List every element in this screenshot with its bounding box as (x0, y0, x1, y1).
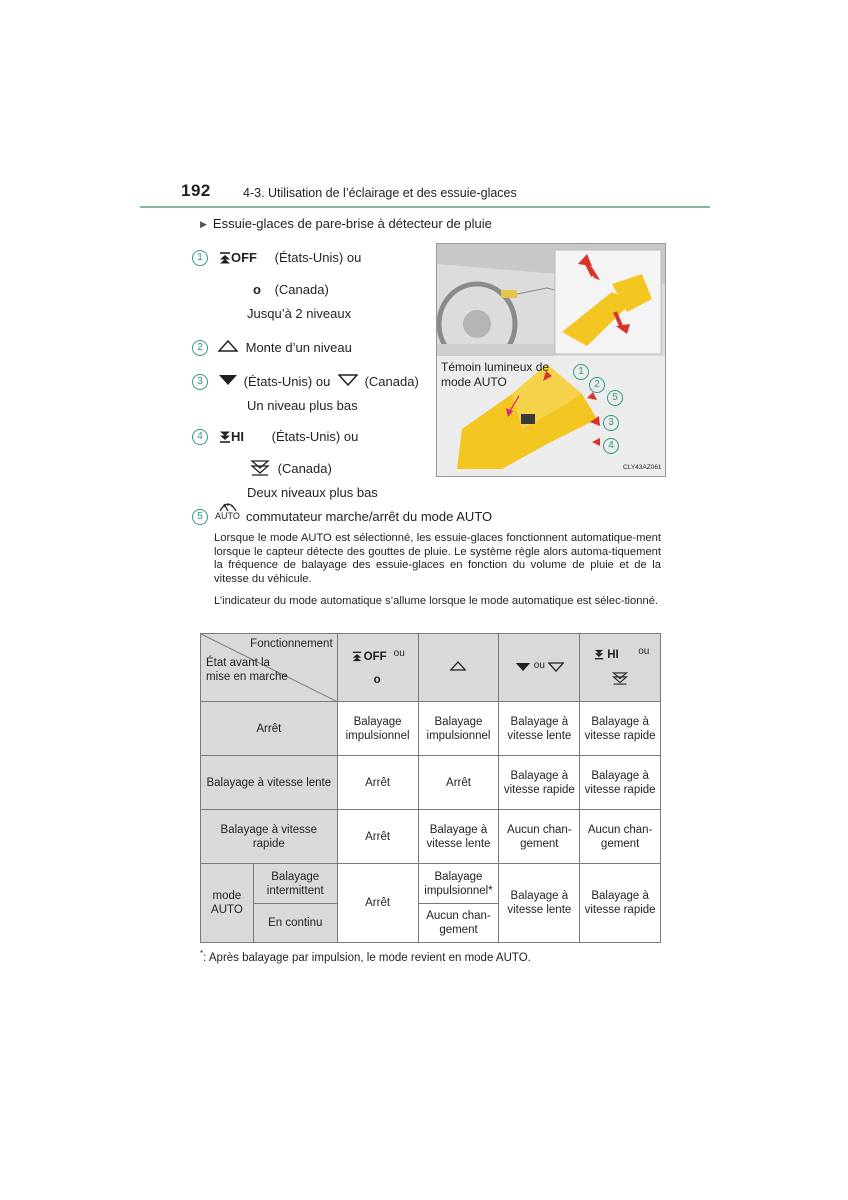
table-cell: Balayage à vitesse lente (499, 702, 580, 756)
item-2-line (218, 340, 352, 355)
off-up-icon (219, 252, 231, 267)
header-rule (140, 206, 710, 208)
item-1-number: 1 (192, 250, 208, 266)
corner-bottom-label: État avant la mise en marche (206, 657, 288, 683)
header-down-ou: ou (533, 660, 545, 671)
table-cell: Balayage impulsionnel (337, 702, 418, 756)
table-cell: Balayage à vitesse lente (418, 810, 499, 864)
section-title: 4-3. Utilisation de l’éclairage et des essuie-glaces (243, 186, 517, 200)
double-triangle-down-outline-icon (612, 671, 628, 690)
item-3-note: Un niveau plus bas (247, 398, 358, 413)
header-up (418, 634, 499, 702)
item-3-number: 3 (192, 374, 208, 390)
item-1-line (219, 250, 361, 267)
table-cell: Balayage impulsionnel* (418, 864, 499, 904)
paragraph-1: Lorsque le mode AUTO est sélectionné, les essuie-glaces fonctionnent automatique-ment lorsque le capteur détecte des gouttes de pluie. Le système règle alors automa-tiquement la fréquence de balayage des essuie-glaces en fonction du volume de pluie et de la vitesse du véhicule. (214, 532, 661, 585)
item-2-text: Monte d’un niveau (245, 340, 352, 355)
o-symbol: o (253, 282, 261, 297)
auto-sub-intermittent: Balayage intermittent (253, 864, 337, 904)
item-1-note: Jusqu’à 2 niveaux (247, 306, 352, 321)
hi-symbol: HI (231, 429, 244, 444)
triangle-down-outline-icon (338, 374, 358, 389)
table-row (201, 810, 661, 864)
item-4-number: 4 (192, 429, 208, 445)
table-cell: Balayage à vitesse lente (499, 864, 580, 943)
subheading (200, 216, 492, 231)
table-cell: Arrêt (418, 756, 499, 810)
triangle-up-outline-icon (450, 662, 466, 674)
callout-1: 1 (573, 364, 589, 380)
off-symbol: OFF (363, 650, 387, 663)
callout-5: 5 (607, 390, 623, 406)
row-label: Arrêt (201, 702, 338, 756)
triangle-down-filled-icon (515, 663, 531, 675)
item-4-note: Deux niveaux plus bas (247, 485, 378, 500)
table-cell: Balayage à vitesse rapide (499, 756, 580, 810)
hi-down-icon (219, 431, 231, 446)
item-3-text-a: (États-Unis) ou (243, 374, 331, 389)
table-cell: Aucun chan-gement (418, 904, 499, 943)
corner-top-label: Fonctionnement (250, 638, 333, 650)
table-cell: Arrêt (337, 810, 418, 864)
subheading-text: Essuie-glaces de pare-brise à détecteur de pluie (212, 216, 492, 231)
row-label: Balayage à vitesse lente (201, 756, 338, 810)
table-cell: Balayage à vitesse rapide (580, 702, 661, 756)
footnote-mark: * (200, 949, 204, 958)
header-ou: ou (393, 647, 405, 659)
footnote (200, 949, 531, 964)
off-symbol: OFF (231, 250, 257, 265)
page-number: 192 (181, 181, 211, 200)
operation-table (200, 633, 661, 943)
item-1-text: (États-Unis) ou (274, 250, 362, 265)
item-4-line (219, 429, 358, 446)
wiper-lever-illustration (436, 243, 666, 477)
header-hi-ou: ou (638, 645, 650, 657)
auto-mode-label: mode AUTO (201, 864, 254, 943)
paragraph-2: L’indicateur du mode automatique s’allume lorsque le mode automatique est sélec-tionné. (214, 595, 659, 607)
row-label: Balayage à vitesse rapide (201, 810, 338, 864)
header-hi (580, 634, 661, 702)
triangle-down-filled-icon (218, 374, 238, 389)
table-cell: Balayage à vitesse rapide (580, 864, 661, 943)
off-up-icon (352, 651, 362, 666)
auto-icon-caption: AUTO (215, 511, 240, 521)
double-triangle-down-outline-icon (250, 460, 270, 479)
triangle-down-outline-icon (548, 663, 564, 675)
table-cell: Aucun chan-gement (499, 810, 580, 864)
item-3-line (218, 374, 419, 389)
arrow-right-icon: ▶ (200, 219, 207, 229)
table-cell: Arrêt (337, 756, 418, 810)
table-cell: Balayage à vitesse rapide (580, 756, 661, 810)
item-3-text-b: (Canada) (364, 374, 419, 389)
figure-caption: Témoin lumineux de mode AUTO (441, 360, 550, 389)
header-off (337, 634, 418, 702)
table-header-row (201, 634, 661, 702)
table-row (201, 756, 661, 810)
callout-2: 2 (589, 377, 605, 393)
item-2-number: 2 (192, 340, 208, 356)
item-5-number: 5 (192, 509, 208, 525)
item-1-alt (253, 282, 329, 297)
corner-cell (201, 634, 338, 702)
table-cell: Aucun chan-gement (580, 810, 661, 864)
figure-code: CLY43AZ061 (623, 464, 662, 471)
item-4-alt-text: (Canada) (277, 461, 332, 476)
table-row (201, 702, 661, 756)
table-cell: Arrêt (337, 864, 418, 943)
hi-symbol: HI (607, 648, 619, 661)
table-cell: Balayage impulsionnel (418, 702, 499, 756)
auto-sub-continuous: En continu (253, 904, 337, 943)
auto-wiper-icon (214, 499, 242, 525)
item-5-text: commutateur marche/arrêt du mode AUTO (246, 509, 493, 524)
callout-4: 4 (603, 438, 619, 454)
footnote-text: : Après balayage par impulsion, le mode revient en mode AUTO. (203, 951, 531, 964)
table-row-auto-intermittent (201, 864, 661, 904)
hi-down-icon (594, 649, 604, 664)
header-down (499, 634, 580, 702)
item-4-text: (États-Unis) ou (271, 429, 359, 444)
triangle-up-outline-icon (218, 340, 238, 355)
o-symbol: o (373, 673, 381, 686)
callout-3: 3 (603, 415, 619, 431)
item-1-alt-text: (Canada) (274, 282, 329, 297)
item-4-alt (250, 460, 332, 479)
